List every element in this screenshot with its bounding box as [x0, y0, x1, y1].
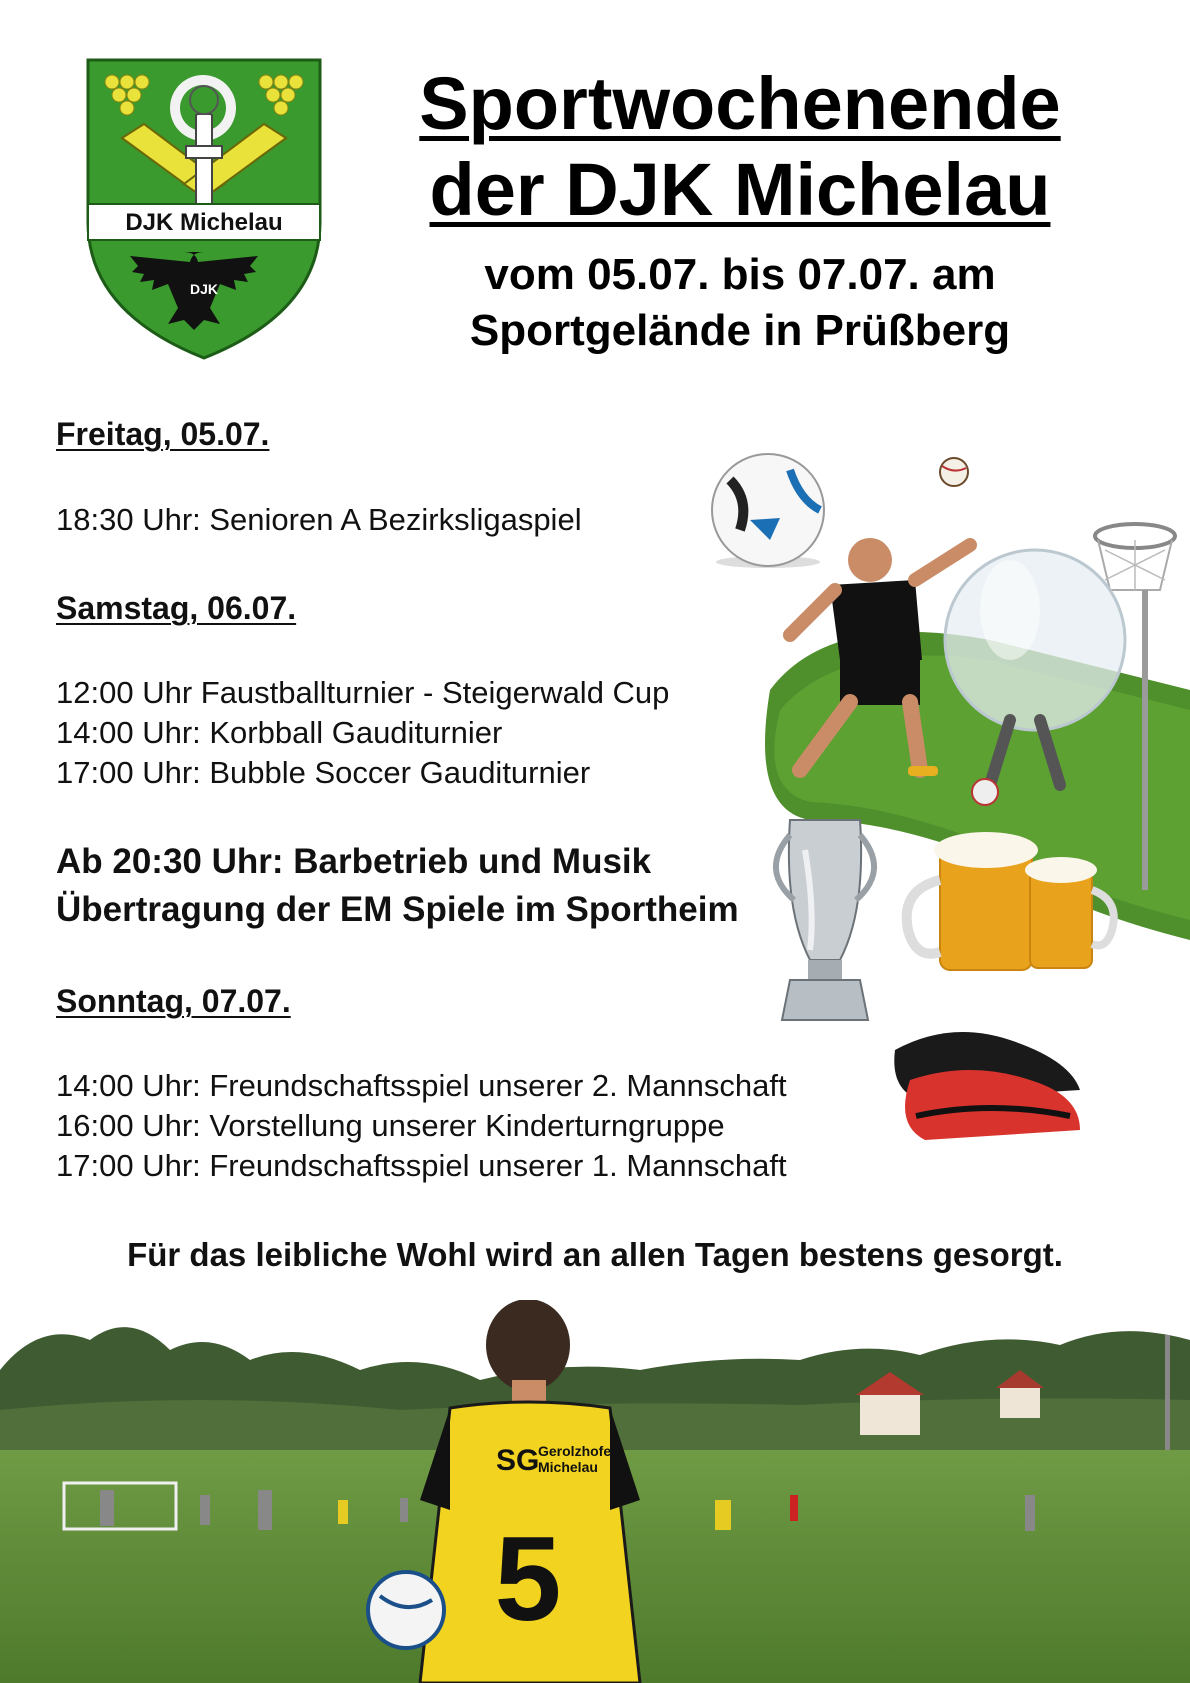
poster-title-line1: Sportwochenende [419, 62, 1061, 145]
friday-event-1: 18:30 Uhr: Senioren A Bezirksligaspiel [56, 502, 582, 537]
sunday-heading: Sonntag, 07.07. [56, 983, 291, 1019]
crest-eagle-mark: DJK [189, 281, 219, 297]
sunday-event-1: 14:00 Uhr: Freundschaftsspiel unserer 2. Mannschaft [56, 1068, 787, 1103]
volleyball-icon [940, 458, 968, 486]
jersey-sponsor-line2: Michelau [538, 1459, 598, 1475]
saturday-event-3: 17:00 Uhr: Bubble Soccer Gauditurnier [56, 755, 591, 790]
jersey-sponsor-line1: Gerolzhofen [538, 1443, 620, 1459]
saturday-highlight-2: Übertragung der EM Spiele im Sportheim [56, 890, 739, 929]
catering-note: Für das leibliche Wohl wird an allen Tagen bestens gesorgt. [127, 1236, 1063, 1273]
saturday-highlight-1: Ab 20:30 Uhr: Barbetrieb und Musik [56, 842, 652, 881]
crest-label: DJK Michelau [125, 209, 283, 236]
trophy-icon [776, 820, 874, 1020]
jersey-number: 5 [494, 1512, 562, 1646]
club-crest-logo [82, 52, 326, 362]
saturday-event-2: 14:00 Uhr: Korbball Gauditurnier [56, 715, 503, 750]
sunday-event-2: 16:00 Uhr: Vorstellung unserer Kinderturngruppe [56, 1108, 725, 1143]
jersey-sponsor-prefix: SG [496, 1444, 540, 1477]
football-field-scene [0, 1300, 1190, 1683]
football-boots-icon [894, 1032, 1080, 1140]
sports-illustration-collage [690, 440, 1190, 1220]
sunday-event-3: 17:00 Uhr: Freundschaftsspiel unserer 1. Mannschaft [56, 1148, 787, 1183]
poster-subtitle-line2: Sportgelände in Prüßberg [469, 306, 1011, 355]
saturday-event-1: 12:00 Uhr Faustballturnier - Steigerwald Cup [56, 675, 670, 710]
poster-title-line2: der DJK Michelau [429, 148, 1051, 231]
saturday-heading: Samstag, 06.07. [56, 590, 297, 626]
friday-heading: Freitag, 05.07. [56, 416, 270, 452]
football-icon [712, 454, 824, 568]
poster-subtitle-line1: vom 05.07. bis 07.07. am [484, 250, 996, 299]
